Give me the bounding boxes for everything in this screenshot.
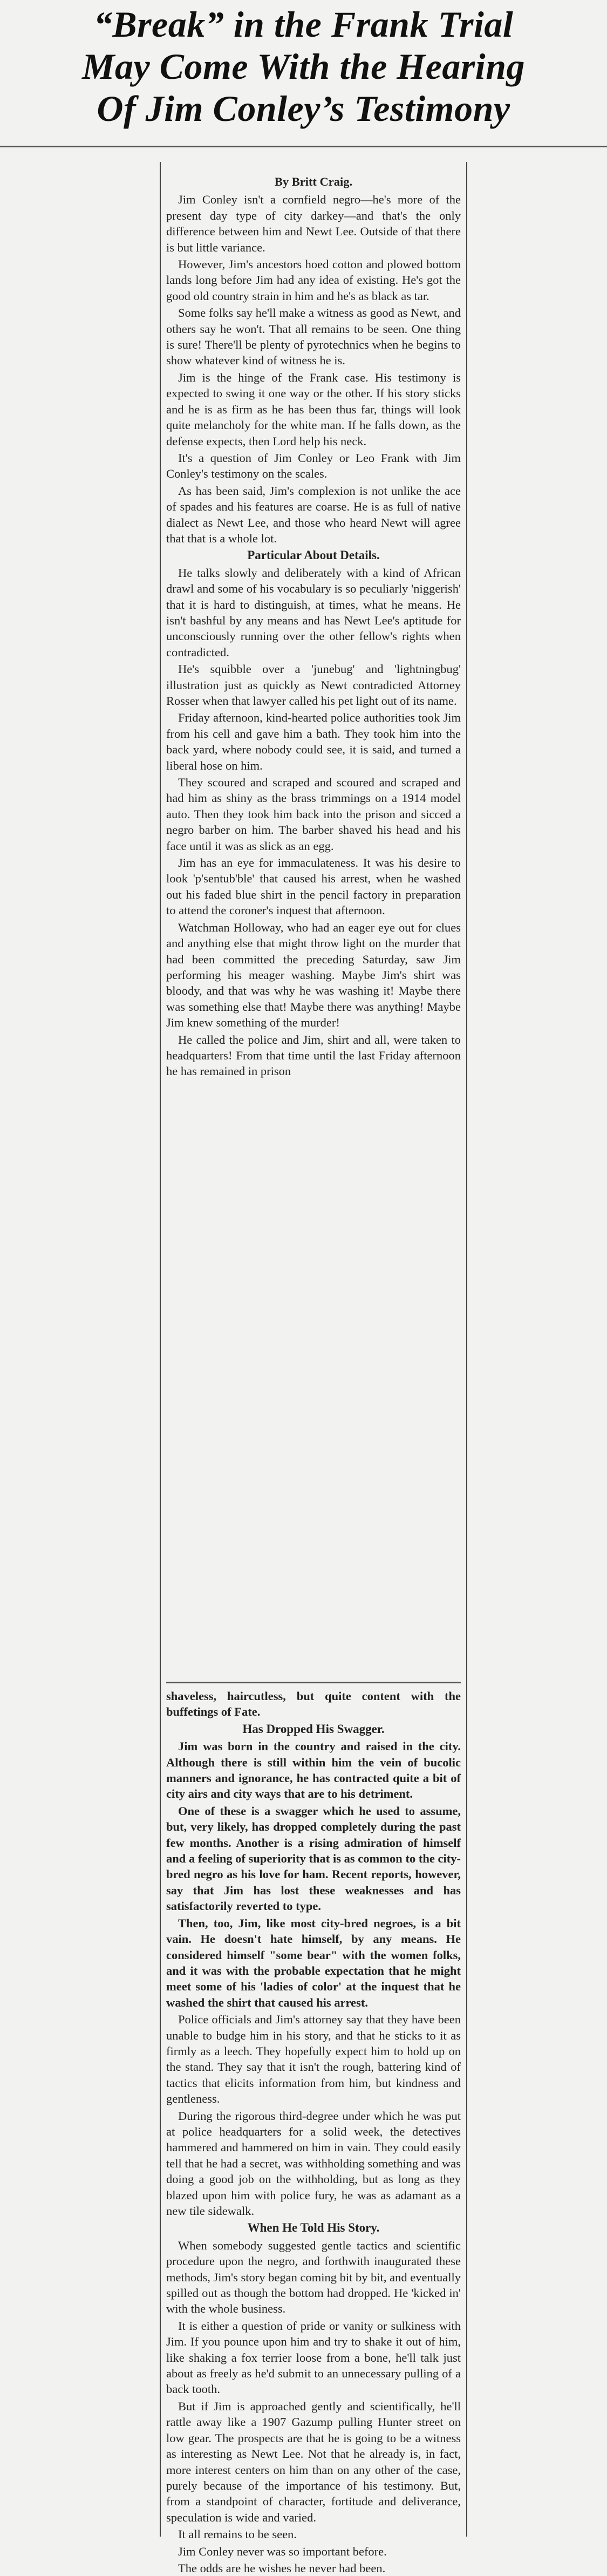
paragraph: Jim was born in the country and raised in the city. Although there is still within him the vein of bucolic manners and ignorance, he has contracted quite a bit of city airs and city ways that are to his detriment. [166, 1739, 461, 1801]
headline-rule [0, 146, 607, 147]
subhead: Particular About Details. [247, 548, 380, 562]
paragraph: Jim is the hinge of the Frank case. His testimony is expected to swing it one way or the other. If his story sticks and he is as firm as he has been thus far, things will look quite melancholy for the white man. If he falls down, as the defense expects, then Lord help his neck. [166, 370, 461, 448]
subhead: When He Told His Story. [247, 2221, 380, 2235]
subhead: Has Dropped His Swagger. [242, 1722, 385, 1736]
paragraph: He's squibble over a 'junebug' and 'lightningbug' illustration just as quickly as Newt contradicted Attorney Rosser when that lawyer called his pet light out of its name. [166, 662, 461, 708]
paragraph: They scoured and scraped and scoured and scraped and had him as shiny as the brass trimmings on a 1914 model auto. Then they took him back into the prison and sicced a negro barber on him. The barber shaved his head and his face until it was as slick as an egg. [166, 776, 461, 853]
paragraph: Jim Conley never was so important before. [178, 2544, 387, 2558]
paragraph: Some folks say he'll make a witness as good as Newt, and others say he won't. That all remains to be seen. One thing is sure! There'll be plenty of pyrotechnics when he begins to show whatever kind of witness he is. [166, 306, 461, 368]
headline-line-3: Of Jim Conley’s Testimony [97, 88, 510, 129]
paragraph: The odds are he wishes he never had been. [178, 2561, 386, 2575]
paragraph: As has been said, Jim's complexion is not unlike the ace of spades and his features are coarse. He is as full of native dialect as Newt Lee, and those who heard Newt will agree that that is a whole lot. [166, 484, 461, 545]
paragraph: It is either a question of pride or vanity or sulkiness with Jim. If you pounce upon him and try to shake it out of him, like shaking a fox terrier loose from a bone, he'll talk just about as freely as he'd submit to an unnecessary pulling of a back tooth. [166, 2319, 461, 2396]
paragraph: It's a question of Jim Conley or Leo Frank with Jim Conley's testimony on the scales. [166, 451, 461, 481]
paragraph: One of these is a swagger which he used to assume, but, very likely, has dropped completely during the past few months. Another is a rising admiration of himself and a feeling of superiority that is as common to the city-bred negro as his love for ham. Recent reports, however, say that Jim has lost these weaknesses and has satisfactorily reverted to type. [166, 1804, 461, 1913]
article-column-1 [166, 174, 461, 1685]
paragraph: He called the police and Jim, shirt and all, were taken to headquarters! From that time until the last Friday afternoon he has remained in prison [166, 1032, 461, 1078]
paragraph: Police officials and Jim's attorney say that they have been unable to budge him in his story, and that he sticks to it as firmly as a leech. They hopefully expect him to hold up on the stand. They say that it isn't the rough, battering kind of tactics that elicits information from him, but kindness and gentleness. [166, 2013, 461, 2106]
paragraph: He talks slowly and deliberately with a kind of African drawl and some of his vocabulary is so peculiarly 'niggerish' that it is hard to distinguish, at times, what he means. He isn't bashful by any means and has Newt Lee's aptitude for unconsciously running over the other fellow's rights when contradicted. [166, 566, 461, 659]
byline: By Britt Craig. [274, 175, 353, 188]
section-divider [166, 1682, 461, 1683]
paragraph: Jim has an eye for immaculateness. It was his desire to look 'p'sentub'ble' that caused his arrest, when he washed out his faded blue shirt in the pencil factory in preparation to attend the coroner's inquest that afternoon. [166, 856, 461, 917]
paragraph: Jim Conley isn't a cornfield negro—he's more of the present day type of city darkey—and that's the only difference between him and Newt Lee. Outside of that there is but little variance. [166, 193, 461, 254]
paragraph: Then, too, Jim, like most city-bred negroes, is a bit vain. He doesn't hate himself, by any means. He considered himself "some bear" with the women folks, and it was with the probable expectation that he might meet some of his 'ladies of color' at the inquest that he washed the shirt that caused his arrest. [166, 1916, 461, 2009]
paragraph: However, Jim's ancestors hoed cotton and plowed bottom lands long before Jim had any idea of existing. He's got the good old country strain in him and he's as black as tar. [166, 257, 461, 303]
headline-line-2: May Come With the Hearing [81, 46, 526, 87]
headline [0, 3, 607, 130]
headline-line-1: “Break” in the Frank Trial [93, 4, 514, 45]
paragraph: When somebody suggested gentle tactics and scientific procedure upon the negro, and forthwith inaugurated these methods, Jim's story began coming bit by bit, and eventually spilled out as though the bottom had dropped. He 'kicked in' with the whole business. [166, 2238, 461, 2316]
paragraph: During the rigorous third-degree under which he was put at police headquarters for a solid week, the detectives hammered and hammered on him in vain. They could easily tell that he had a secret, was withholding something and was doing a good job on the withholding, but as long as they blazed upon him with police fury, he was as adamant as a new tile sidewalk. [166, 2109, 461, 2218]
paragraph: But if Jim is approached gently and scientifically, he'll rattle away like a 1907 Gazump pulling Hunter street on low gear. The prospects are that he is going to be a witness as interesting as Newt Lee. Not that he already is, in fact, more interest centers on him than on any other of the case, purely because of the importance of his testimony. But, from a standpoint of character, fortitude and deliverance, speculation is wide and varied. [166, 2399, 461, 2524]
column-rule-left [160, 162, 161, 2537]
lead-paragraph: shaveless, haircutless, but quite content with the buffetings of Fate. [166, 1689, 461, 1719]
article-column-2 [166, 1688, 461, 2575]
paragraph: Watchman Holloway, who had an eager eye out for clues and anything else that might throw light on the murder that had been committed the preceding Saturday, saw Jim performing his meager washing. Maybe Jim's shirt was bloody, and that was why he was washing it! Maybe there was something else that! Maybe there was anything! Maybe Jim knew something of the murder! [166, 920, 461, 1030]
column-rule-right [466, 162, 467, 2537]
paragraph: Friday afternoon, kind-hearted police authorities took Jim from his cell and gave him a bath. They took him into the back yard, where nobody could see, it is said, and turned a liberal hose on him. [166, 711, 461, 772]
paragraph: It all remains to be seen. [178, 2527, 297, 2541]
